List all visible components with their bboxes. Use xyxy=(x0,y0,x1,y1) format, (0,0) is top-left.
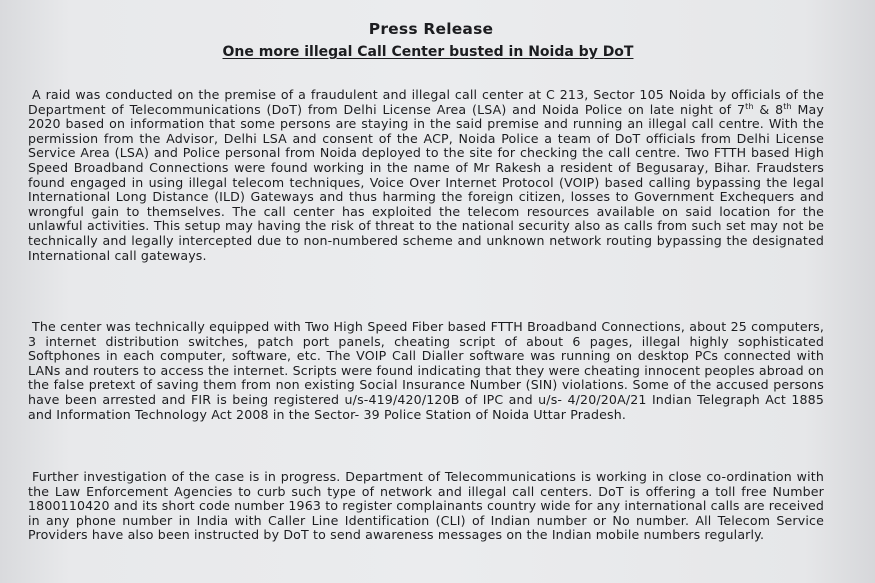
page-title: Press Release xyxy=(368,20,494,38)
ordinal-suffix-8th: th xyxy=(783,101,792,111)
paragraph-equipment-details: The center was technically equipped with Two High Speed Fiber based FTTH Broadband Connections, about 25 computers, 3 internet distribution switches, patch port panels, cheating script of about 6 pages, illegal highly sophisticated Softphones in each computer, software, etc. The VOIP Call Dialler software was running on desktop PCs connected with LANs and routers to access the internet. Scripts were found indicating that they were cheating innocent peoples abroad on the false pretext of saving them from non existing Social Insurance Number (SIN) violations. Some of the accused persons have been arrested and FIR is being registered u/s-419/420/120B of IPC and u/s- 4/20/20A/21 Indian Telegraph Act 1885 and Information Technology Act 2008 in the Sector- 39 Police Station of Noida Uttar Pradesh. xyxy=(28,319,824,422)
paragraph-1-text-start: A raid was conducted on the premise of a fraudulent and illegal call center at C 213, Sector 105 Noida by officials of the Department of Telecommunications (DoT) from Delhi License Area (LSA) and Noida Police on late night of 7 xyxy=(28,87,824,117)
paragraph-1-text-end: May 2020 based on information that some persons are staying in the said premise and running an illegal call centre. With the permission from the Advisor, Delhi LSA and consent of the ACP, Noida Police a team of DoT officials from Delhi License Service Area (LSA) and Police personal from Noida deployed to the site for checking the call centre. Two FTTH based High Speed Broadband Connections were found working in the name of Mr Rakesh a resident of Begusaray, Bihar. Fraudsters found engaged in using illegal telecom techniques, Voice Over Internet Protocol (VOIP) based calling bypassing the legal International Long Distance (ILD) Gateways and thus harming the foreign citizen, losses to Government Exchequers and wrongful gain to themselves. The call center has exploited the telecom resources available on said location for the unlawful activities. This setup may having the risk of threat to the national security also as calls from such set may not be technically and legally intercepted due to non-numbered scheme and unknown network routing bypassing the designated International call gateways. xyxy=(28,101,824,263)
paragraph-1-text-middle: & 8 xyxy=(753,101,784,117)
paragraph-raid-details xyxy=(28,88,824,263)
paragraph-further-investigation: Further investigation of the case is in progress. Department of Telecommunications is working in close co-ordination with the Law Enforcement Agencies to curb such type of network and illegal call centers. DoT is offering a toll free Number 1800110420 and its short code number 1963 to register complainants country wide for any international calls are received in any phone number in India with Caller Line Identification (CLI) of Indian number or No number. All Telecom Service Providers have also been instructed by DoT to send awareness messages on the Indian mobile numbers regularly. xyxy=(28,469,824,543)
ordinal-suffix-7th: th xyxy=(745,101,754,111)
page-subtitle: One more illegal Call Center busted in Noida by DoT xyxy=(222,44,634,60)
